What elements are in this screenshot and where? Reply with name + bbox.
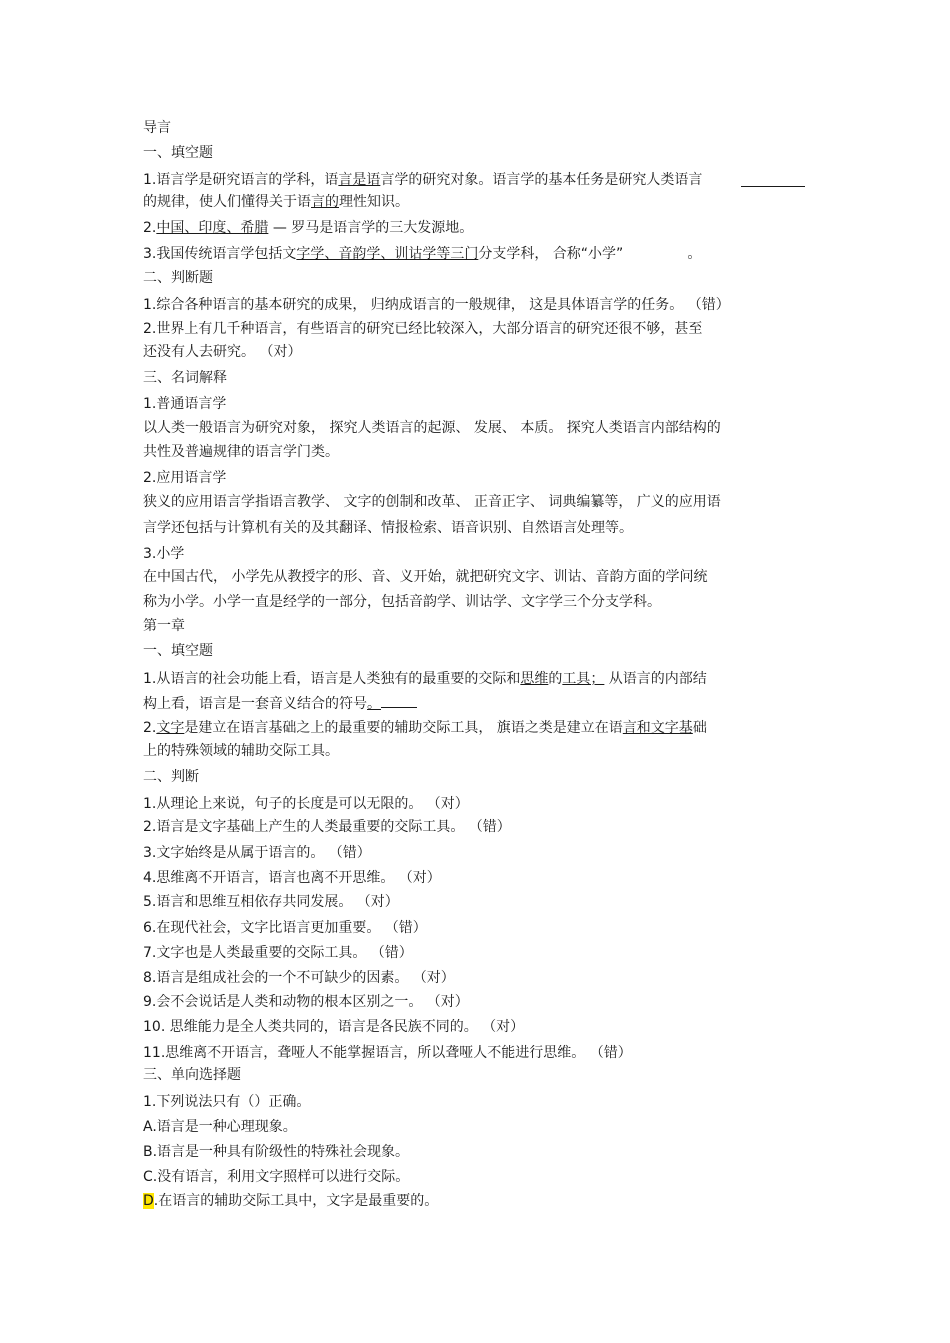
judge-heading: 二、判断题 (143, 270, 213, 286)
text-run: — (272, 220, 287, 236)
underlined-text: 中国、印度、希腊 (156, 220, 269, 236)
choice-stem: 1.下列说法只有（）正确。 (143, 1094, 311, 1110)
judge-item: 1.从理论上来说，句子的长度是可以无限的。 （对） (143, 796, 469, 812)
text-run: 从语言的内部结 (604, 671, 707, 687)
judge-heading: 二、判断 (143, 769, 199, 785)
text-run: 的 (548, 671, 563, 687)
underlined-text: 言和文字基 (622, 720, 693, 736)
choice-option-d (143, 1192, 438, 1210)
underlined-text: 言是语 (338, 172, 381, 188)
intro-fill-q3 (143, 245, 701, 263)
judge-item: 8.语言是组成社会的一个不可缺少的因素。 （对） (143, 970, 455, 986)
answer-blank (741, 186, 805, 187)
ch1-fill-q2-line1 (143, 719, 707, 737)
text-run: 3.我国传统语言学包括文 (143, 246, 297, 262)
choice-option-b: B.语言是一种具有阶级性的特殊社会现象。 (143, 1144, 410, 1160)
intro-judge-2-line2: 还没有人去研究。 （对） (143, 344, 302, 360)
term-body-line: 以人类一般语言为研究对象， 探究人类语言的起源、 发展、 本质。 探究人类语言内部结构的 (143, 420, 721, 436)
underlined-text: 。 (367, 696, 381, 712)
judge-item: 2.语言是文字基础上产生的人类最重要的交际工具。 （错） (143, 819, 511, 835)
text-run: 1.从语言的社会功能上看，语言是人类独有的最重要的交际和 (143, 671, 521, 687)
judge-item: 9.会不会说话是人类和动物的根本区别之一。 （对） (143, 994, 469, 1010)
text-run: 言学的研究对象。语言学的基本任务是研究人类语言 (380, 172, 703, 188)
intro-fill-q2 (143, 219, 473, 237)
judge-item: 5.语言和思维互相依存共同发展。 （对） (143, 894, 399, 910)
intro-judge-2-line1: 2.世界上有几千种语言，有些语言的研究已经比较深入，大部分语言的研究还很不够，甚至 (143, 321, 703, 337)
text-run: 构上看，语言是一套音义结合的符号 (143, 696, 367, 712)
text-run: 的规律，使人们懂得关于语 (143, 194, 311, 210)
highlighted-answer-letter: D (143, 1193, 154, 1209)
ch1-fill-q1-line2 (143, 693, 417, 713)
term-body-line: 狭义的应用语言学指语言教学、 文字的创制和改革、 正音正字、 词典编纂等， 广义的应用语 (143, 494, 721, 510)
term-title: 2.应用语言学 (143, 470, 227, 486)
text-run: 2. (143, 720, 157, 736)
fill-heading: 一、填空题 (143, 145, 213, 161)
underlined-text: 言的 (311, 194, 339, 210)
judge-item: 11.思维离不开语言，聋哑人不能掌握语言，所以聋哑人不能进行思维。 （错） (143, 1045, 632, 1061)
ch1-fill-q1-line1 (143, 670, 707, 688)
term-body-line: 言学还包括与计算机有关的及其翻译、情报检索、语音识别、自然语言处理等。 (143, 520, 633, 536)
judge-item: 3.文字始终是从属于语言的。 （错） (143, 845, 371, 861)
text-run: 是建立在语言基础之上的最重要的辅助交际工具， 旗语之类是建立在语 (184, 720, 623, 736)
text-run: 2. (143, 220, 157, 236)
intro-fill-q1-line1 (143, 171, 702, 189)
term-body-line: 称为小学。小学一直是经学的一部分，包括音韵学、训诂学、文字学三个分支学科。 (143, 594, 661, 610)
choice-heading: 三、单向选择题 (143, 1067, 241, 1083)
text-run: 分支学科， 合称“小学” (478, 246, 624, 262)
judge-item: 10. 思维能力是全人类共同的，语言是各民族不同的。 （对） (143, 1019, 525, 1035)
term-title: 1.普通语言学 (143, 396, 227, 412)
text-run: 1.语言学是研究语言的学科，语 (143, 172, 339, 188)
text-run: 罗马是语言学的三大发源地。 (291, 220, 474, 236)
judge-item: 7.文字也是人类最重要的交际工具。 （错） (143, 945, 413, 961)
text-run: .在语言的辅助交际工具中，文字是最重要的。 (153, 1193, 439, 1209)
intro-fill-q1-line2 (143, 193, 409, 211)
text-run: 础 (692, 720, 707, 736)
underlined-text: 思维 (520, 671, 549, 687)
judge-item: 4.思维离不开语言，语言也离不开思维。 （对） (143, 870, 441, 886)
fill-heading: 一、填空题 (143, 643, 213, 659)
underlined-text: 字学、音韵学、训诂学等三门 (296, 246, 479, 262)
term-body-line: 共性及普遍规律的语言学门类。 (143, 444, 339, 460)
intro-judge-1: 1.综合各种语言的基本研究的成果， 归纳成语言的一般规律， 这是具体语言学的任务。 （错） (143, 297, 730, 313)
judge-item: 6.在现代社会，文字比语言更加重要。 （错） (143, 920, 427, 936)
choice-option-a: A.语言是一种心理现象。 (143, 1119, 297, 1135)
term-title: 3.小学 (143, 546, 185, 562)
underlined-text: 工具； (562, 671, 605, 687)
ch1-fill-q2-line2: 上的特殊领域的辅助交际工具。 (143, 743, 339, 759)
text-run: 。 (687, 246, 702, 262)
underlined-text: 文字 (156, 720, 185, 736)
section-title-intro: 导言 (143, 120, 171, 136)
choice-option-c: C.没有语言，利用文字照样可以进行交际。 (143, 1169, 410, 1185)
term-body-line: 在中国古代， 小学先从教授字的形、音、义开始，就把研究文字、训诂、音韵方面的学问统 (143, 569, 708, 585)
term-heading: 三、名词解释 (143, 370, 227, 386)
section-title-chapter1: 第一章 (143, 618, 185, 634)
text-run: 理性知识。 (339, 194, 409, 210)
answer-blank (381, 693, 417, 708)
